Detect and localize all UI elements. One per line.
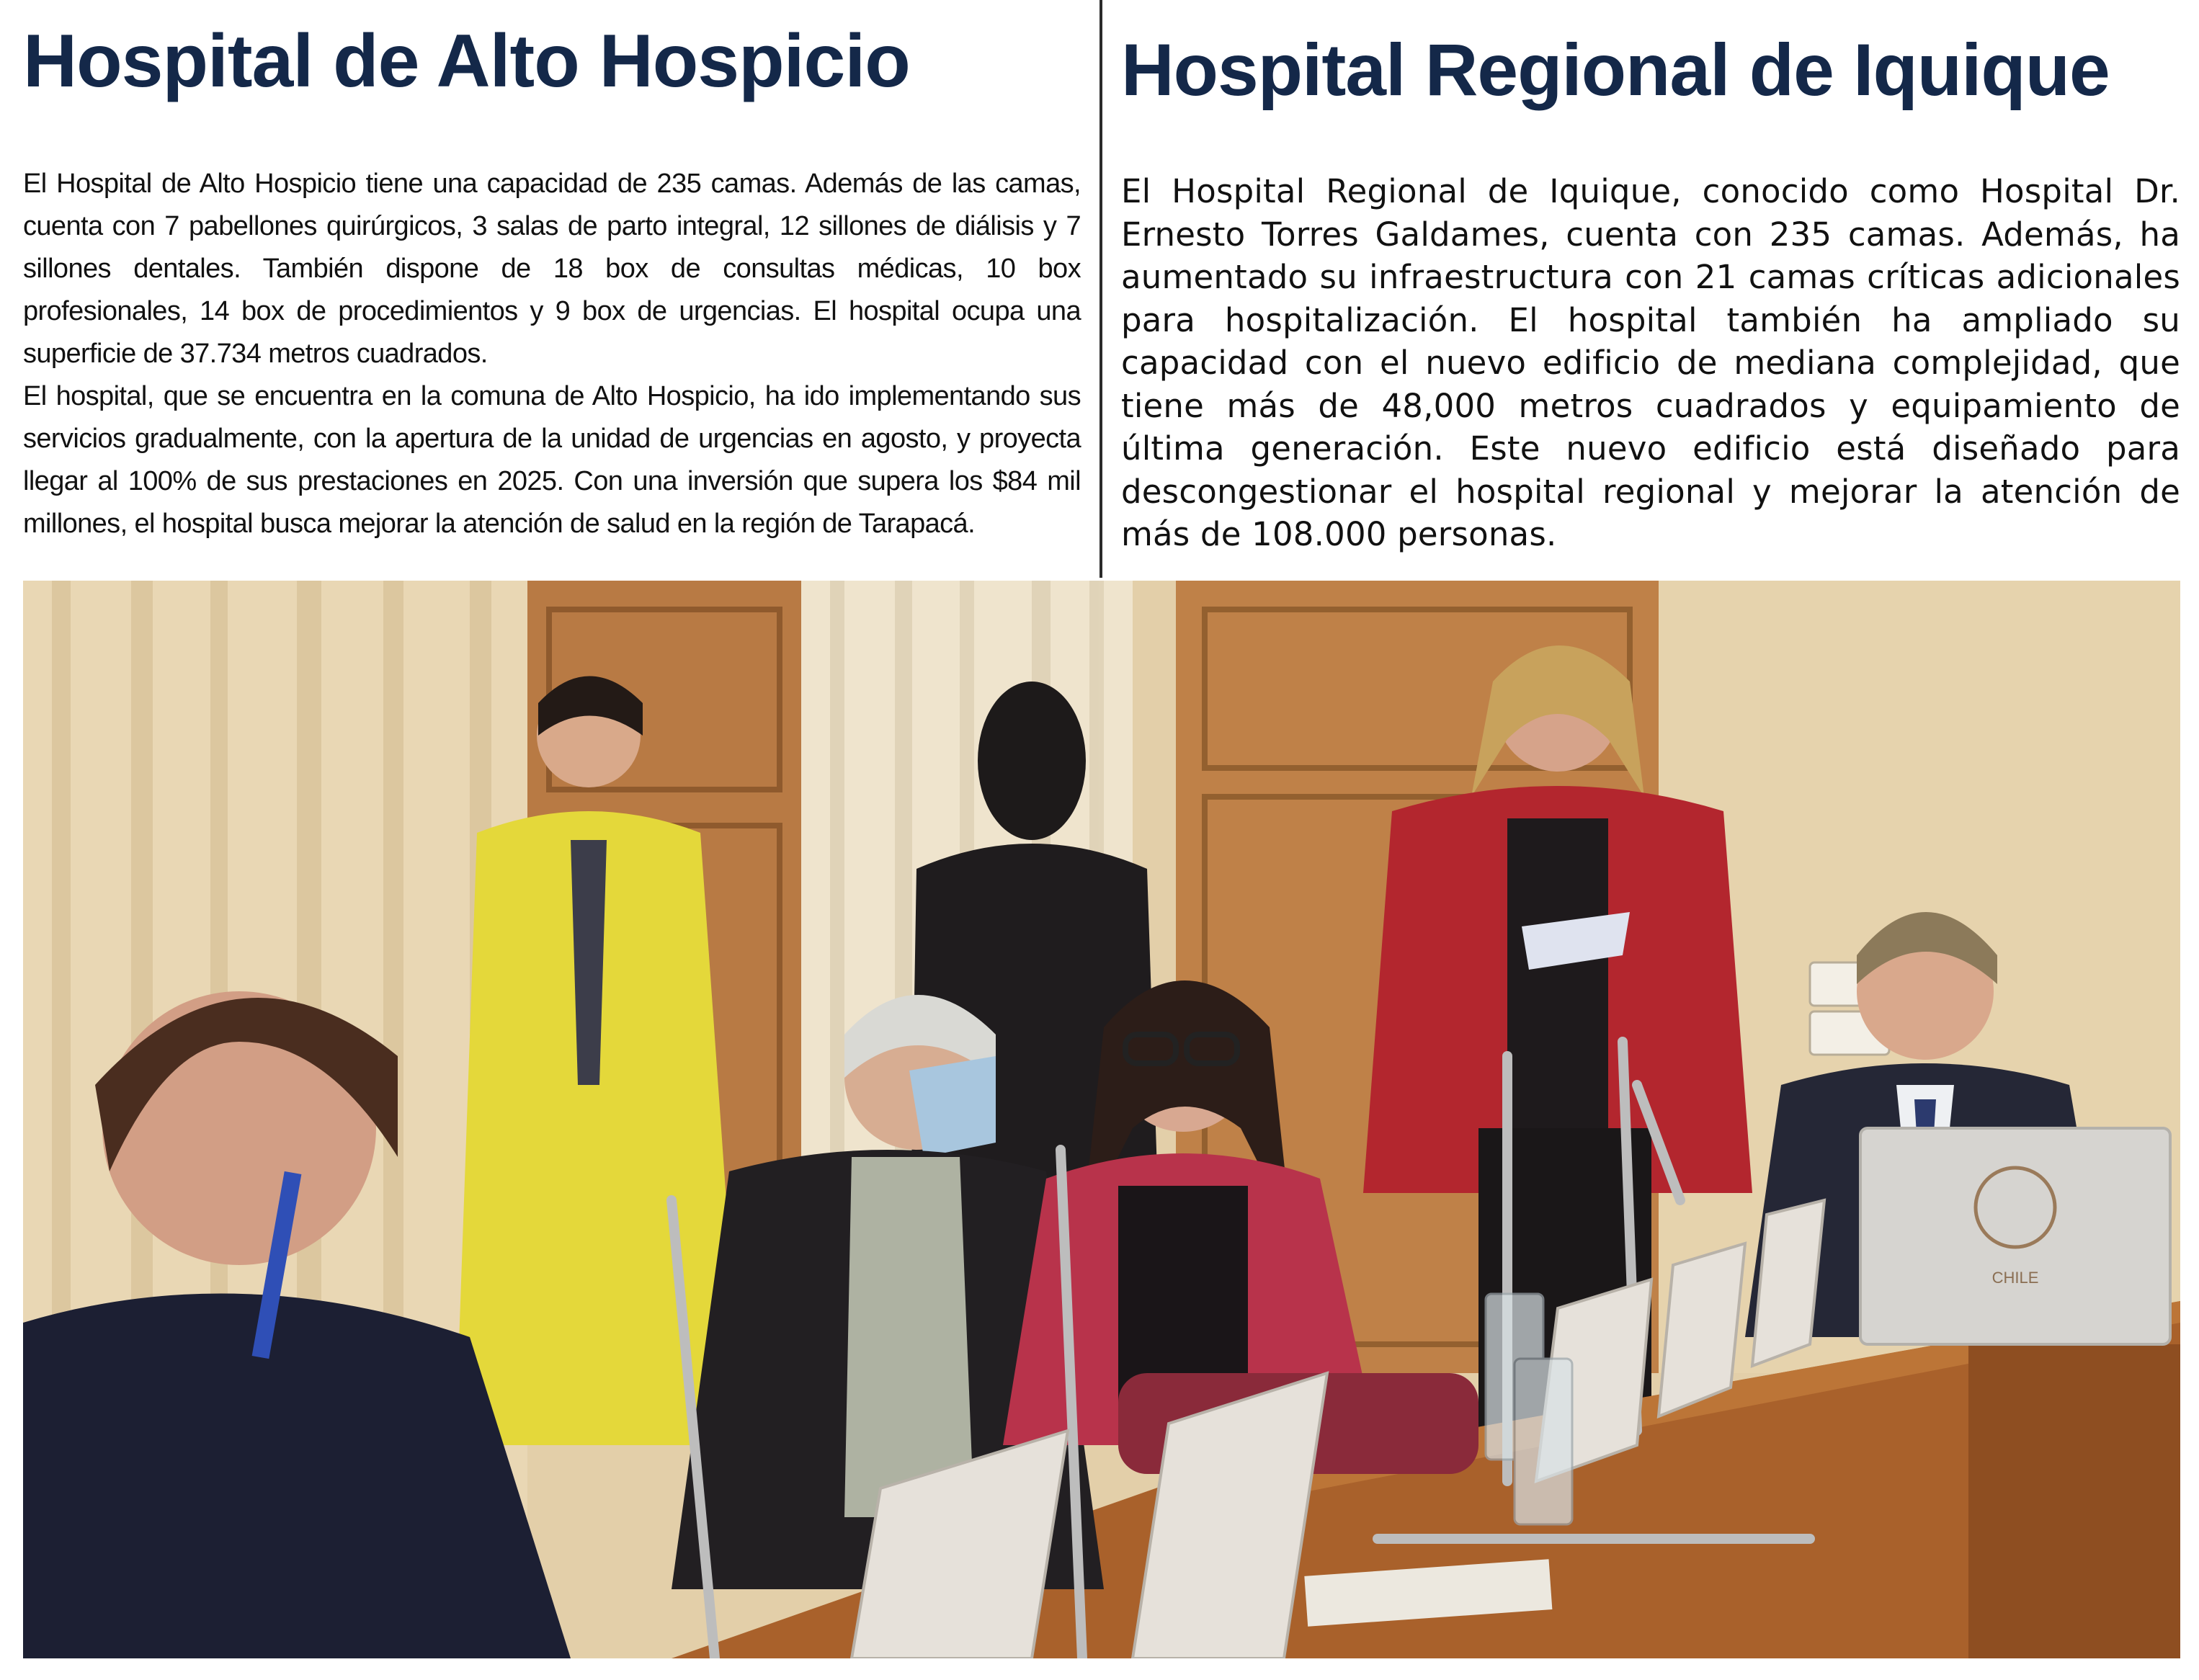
paragraph-1: El Hospital Regional de Iquique, conocido como Hospital Dr. Ernesto Torres Galdames, cuenta con 235 camas. Además, ha aumentado su infraestructura con 21 camas críticas adicionales para hospitalización. El hospital también ha ampliado su capacidad con el nuevo edificio de mediana complejidad, que tiene más de 48,000 metros cuadrados y equipamiento de última generación. Este nuevo edificio está diseñado para descongestionar el hospital regional y mejorar la atención de más de 108.000 personas. (1121, 172, 2180, 553)
paragraph-1: El Hospital de Alto Hospicio tiene una capacidad de 235 camas. Además de las camas, cuenta con 7 pabellones quirúrgicos, 3 salas de parto integral, 12 sillones de diálisis y 7 sillones dentales. También dispone de 18 box de consultas médicas, 10 box profesionales, 14 box de procedimientos y 9 box de urgencias. El hospital ocupa una superficie de 37.734 metros cuadrados. (23, 169, 1081, 369)
article-body-hospital-iquique (1121, 170, 2180, 556)
laptop-emblem-text: CHILE (1991, 1269, 2039, 1287)
headline-alto-hospicio: Hospital de Alto Hospicio (23, 19, 910, 103)
column-divider (1100, 0, 1102, 578)
paragraph-2: El hospital, que se encuentra en la comuna de Alto Hospicio, ha ido implementando sus servicios gradualmente, con la apertura de la unidad de urgencias en agosto, y proyecta llegar al 100% de sus prestaciones en 2025. Con una inversión que supera los $84 mil millones, el hospital busca mejorar la atención de salud en la región de Tarapacá. (23, 381, 1081, 539)
article-alto-hospicio (23, 0, 1081, 545)
meeting-photo (23, 581, 2180, 1658)
article-body-alto-hospicio (23, 163, 1081, 545)
headline-hospital-iquique: Hospital Regional de Iquique (1121, 29, 2110, 111)
article-hospital-iquique (1121, 0, 2180, 556)
